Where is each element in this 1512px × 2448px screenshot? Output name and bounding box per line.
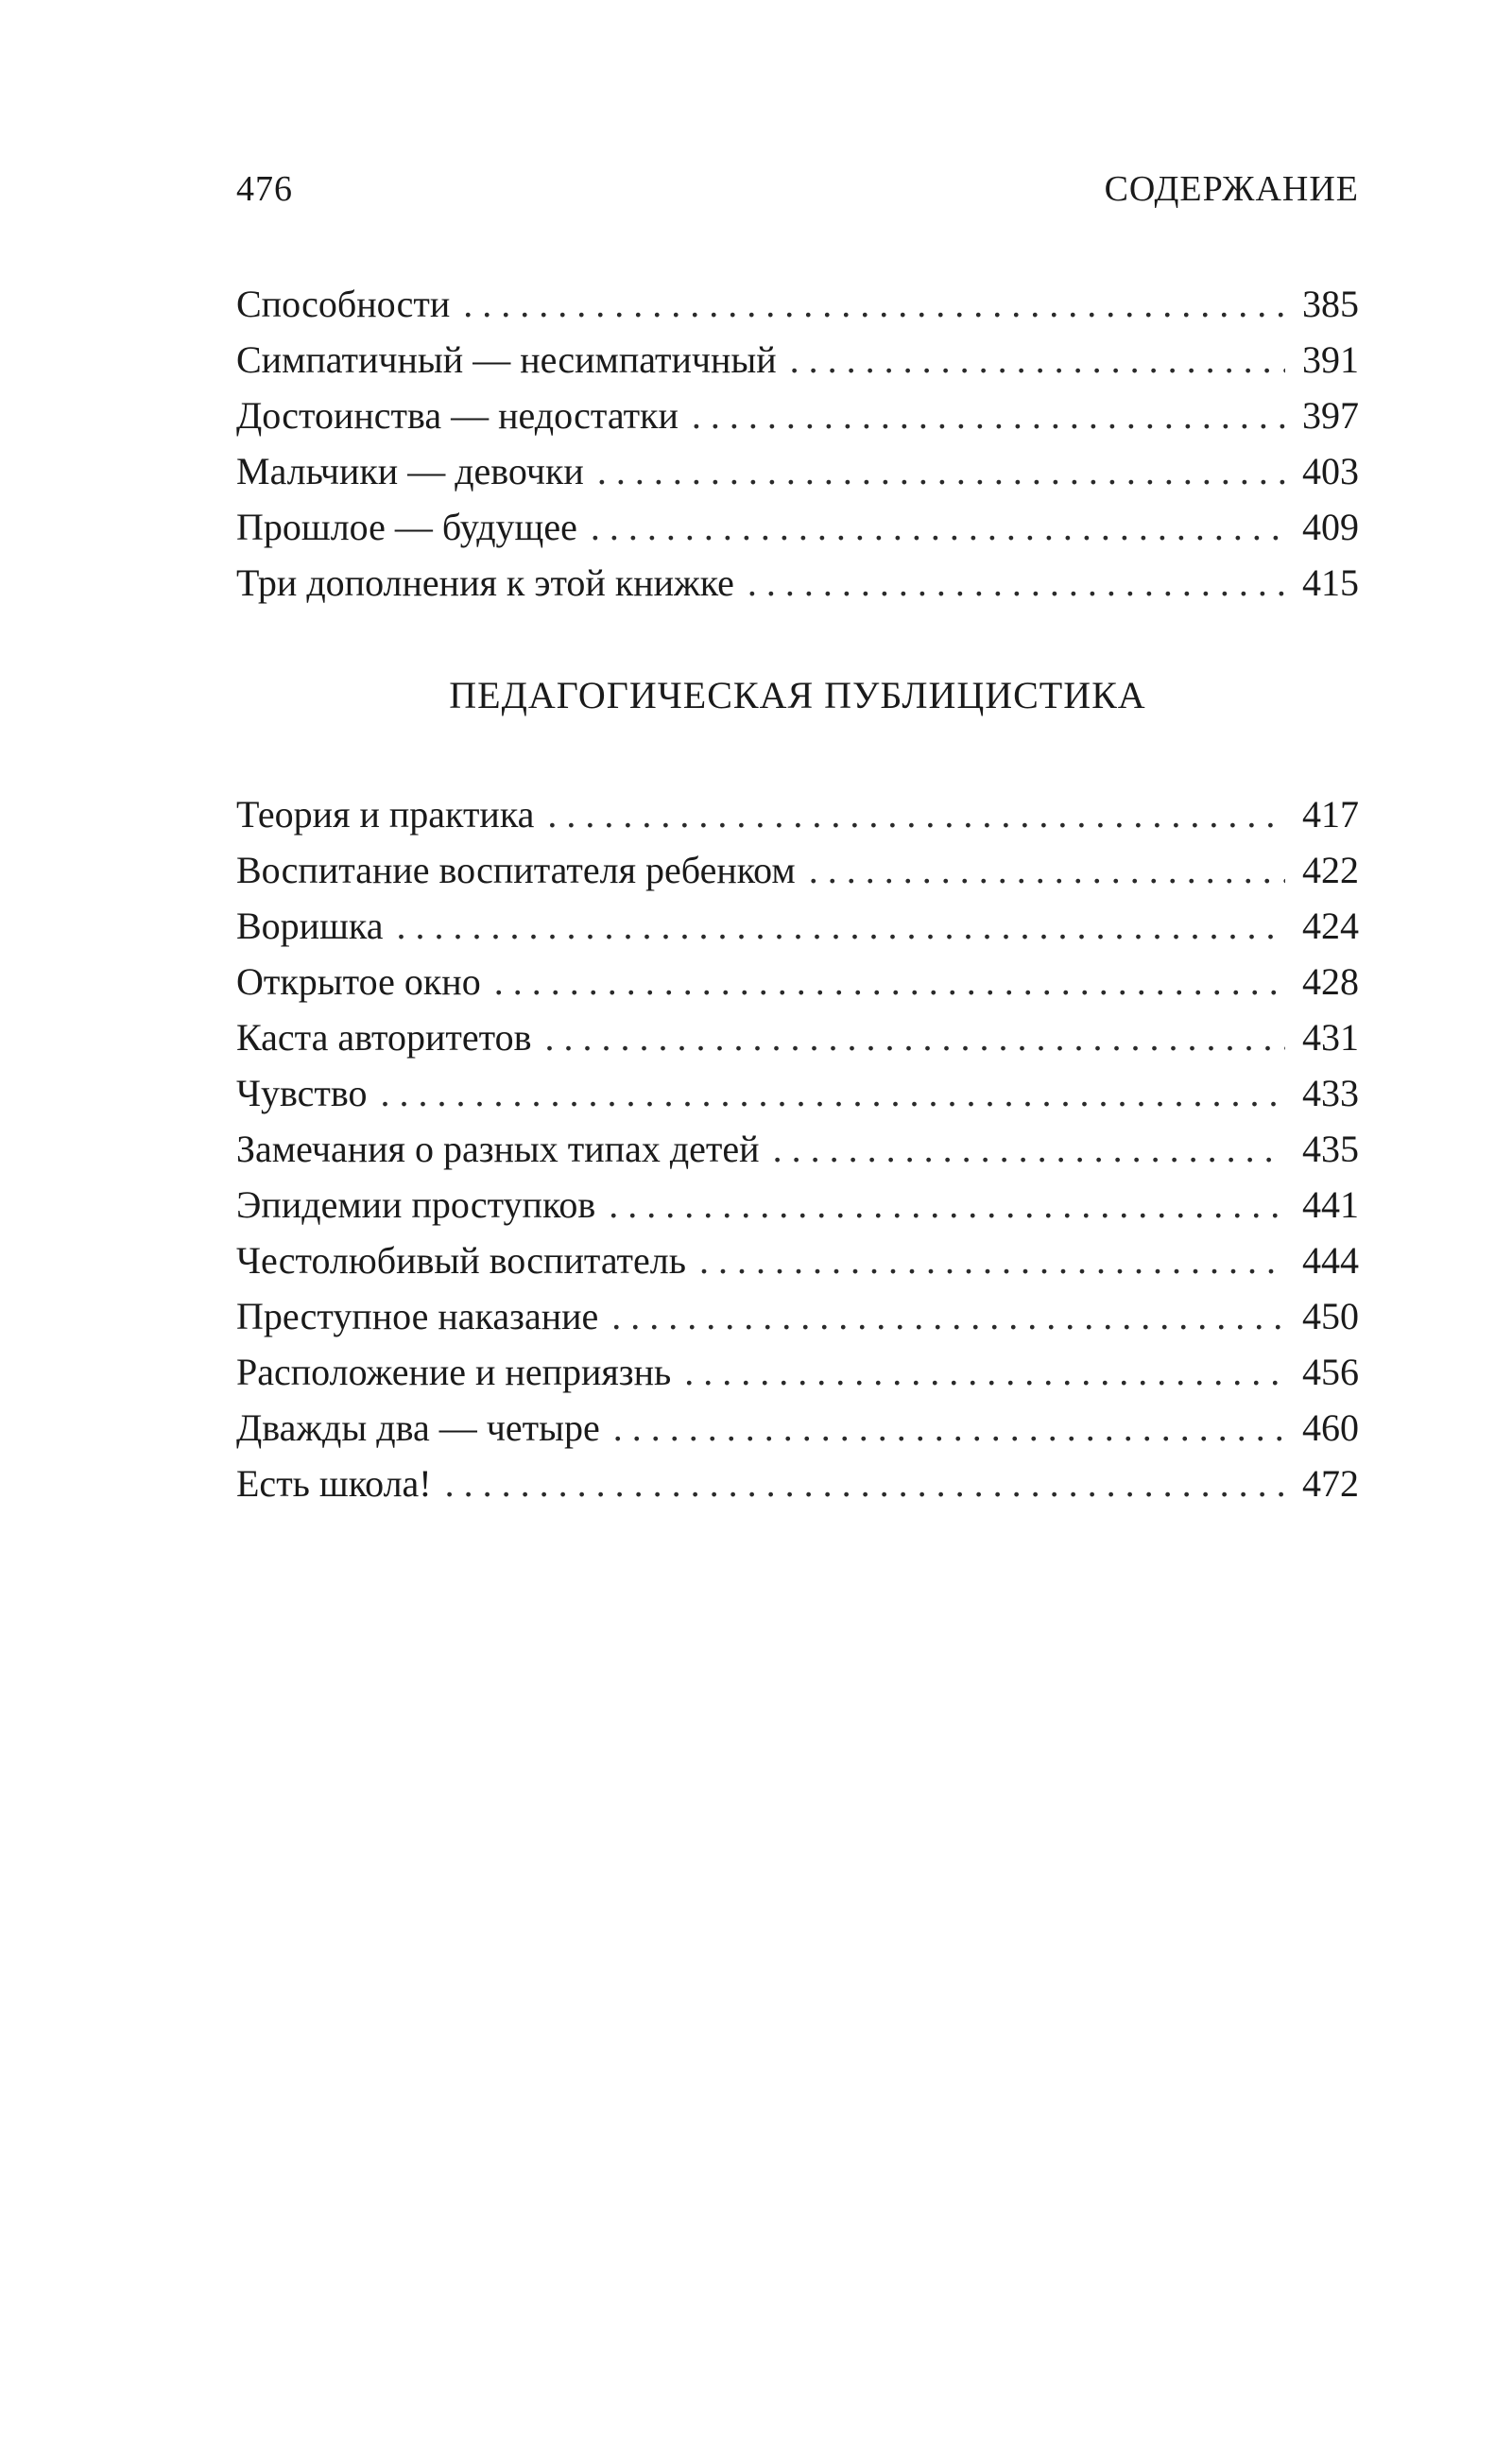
toc-entry[interactable] (236, 842, 1359, 898)
toc-entry-title: Замечания о разных типах детей (236, 1128, 760, 1170)
page-header (236, 168, 1359, 215)
toc-entry-title: Есть школа! (236, 1462, 432, 1505)
toc-entry[interactable] (236, 1121, 1359, 1177)
dot-leader (790, 332, 1285, 388)
toc-entry-title: Преступное наказание (236, 1295, 599, 1337)
toc-entry-page: 397 (1302, 394, 1359, 437)
toc-entry-title: Эпидемии проступков (236, 1183, 596, 1226)
toc-entry-page: 433 (1302, 1072, 1359, 1114)
toc-entry-title: Дважды два — четыре (236, 1406, 600, 1449)
toc-entry-title: Теория и практика (236, 793, 535, 836)
toc-entry-page: 460 (1302, 1406, 1359, 1449)
toc-entry[interactable] (236, 332, 1359, 388)
toc-entry[interactable] (236, 555, 1359, 611)
dot-leader (684, 1344, 1285, 1400)
dot-leader (692, 388, 1285, 443)
toc-entry[interactable] (236, 1400, 1359, 1456)
toc-entry[interactable] (236, 1009, 1359, 1065)
toc-entry[interactable] (236, 954, 1359, 1009)
toc-entry[interactable] (236, 276, 1359, 332)
section-heading: ПЕДАГОГИЧЕСКАЯ ПУБЛИЦИСТИКА (449, 674, 1146, 716)
dot-leader (609, 1177, 1285, 1233)
toc-entry-title: Воспитание воспитателя ребенком (236, 849, 796, 891)
toc-entry-page: 435 (1302, 1128, 1359, 1170)
toc-entry[interactable] (236, 1456, 1359, 1511)
dot-leader (547, 786, 1285, 842)
toc-entry[interactable] (236, 898, 1359, 954)
toc-entry-page: 424 (1302, 905, 1359, 947)
toc-entry[interactable] (236, 388, 1359, 443)
toc-entry-page: 415 (1302, 561, 1359, 604)
toc-entry-page: 422 (1302, 849, 1359, 891)
toc-entry-title: Симпатичный — несимпатичный (236, 338, 777, 381)
toc-entry-title: Открытое окно (236, 960, 481, 1003)
toc-entry[interactable] (236, 1177, 1359, 1233)
toc-entry[interactable] (236, 443, 1359, 499)
dot-leader (611, 1288, 1285, 1344)
dot-leader (699, 1233, 1285, 1288)
toc-entry-title: Воришка (236, 905, 384, 947)
dot-leader (591, 499, 1285, 555)
toc-entry-page: 391 (1302, 338, 1359, 381)
toc-entry-page: 409 (1302, 506, 1359, 548)
toc-entry[interactable] (236, 499, 1359, 555)
toc-entry-page: 428 (1302, 960, 1359, 1003)
toc-entry-page: 441 (1302, 1183, 1359, 1226)
toc-list-part-one (236, 276, 1359, 611)
toc-entry[interactable] (236, 1344, 1359, 1400)
toc-entry-title: Прошлое — будущее (236, 506, 577, 548)
toc-entry[interactable] (236, 1233, 1359, 1288)
toc-entry-title: Достоинства — недостатки (236, 394, 679, 437)
dot-leader (773, 1121, 1285, 1177)
toc-entry[interactable] (236, 786, 1359, 842)
dot-leader (381, 1065, 1286, 1121)
toc-entry-title: Честолюбивый воспитатель (236, 1239, 686, 1282)
toc-entry[interactable] (236, 1065, 1359, 1121)
toc-entry-page: 417 (1302, 793, 1359, 836)
toc-entry-page: 403 (1302, 450, 1359, 492)
toc-entry-title: Расположение и неприязнь (236, 1351, 672, 1393)
dot-leader (747, 555, 1285, 611)
dot-leader (494, 954, 1285, 1009)
toc-entry-title: Каста авторитетов (236, 1016, 532, 1059)
toc-entry-page: 472 (1302, 1462, 1359, 1505)
toc-entry-title: Чувство (236, 1072, 368, 1114)
toc-list-part-two (236, 786, 1359, 1511)
page-number: 476 (236, 169, 293, 209)
dot-leader (613, 1400, 1285, 1456)
dot-leader (597, 443, 1285, 499)
toc-entry-page: 385 (1302, 283, 1359, 325)
dot-leader (445, 1456, 1285, 1511)
toc-entry-title: Три дополнения к этой книжке (236, 561, 734, 604)
dot-leader (463, 276, 1285, 332)
toc-entry[interactable] (236, 1288, 1359, 1344)
toc-entry-title: Способности (236, 283, 451, 325)
dot-leader (544, 1009, 1285, 1065)
dot-leader (396, 898, 1285, 954)
toc-entry-title: Мальчики — девочки (236, 450, 584, 492)
running-title: СОДЕРЖАНИЕ (1104, 169, 1359, 209)
toc-entry-page: 450 (1302, 1295, 1359, 1337)
toc-entry-page: 456 (1302, 1351, 1359, 1393)
toc-entry-page: 444 (1302, 1239, 1359, 1282)
dot-leader (809, 842, 1285, 898)
toc-entry-page: 431 (1302, 1016, 1359, 1059)
